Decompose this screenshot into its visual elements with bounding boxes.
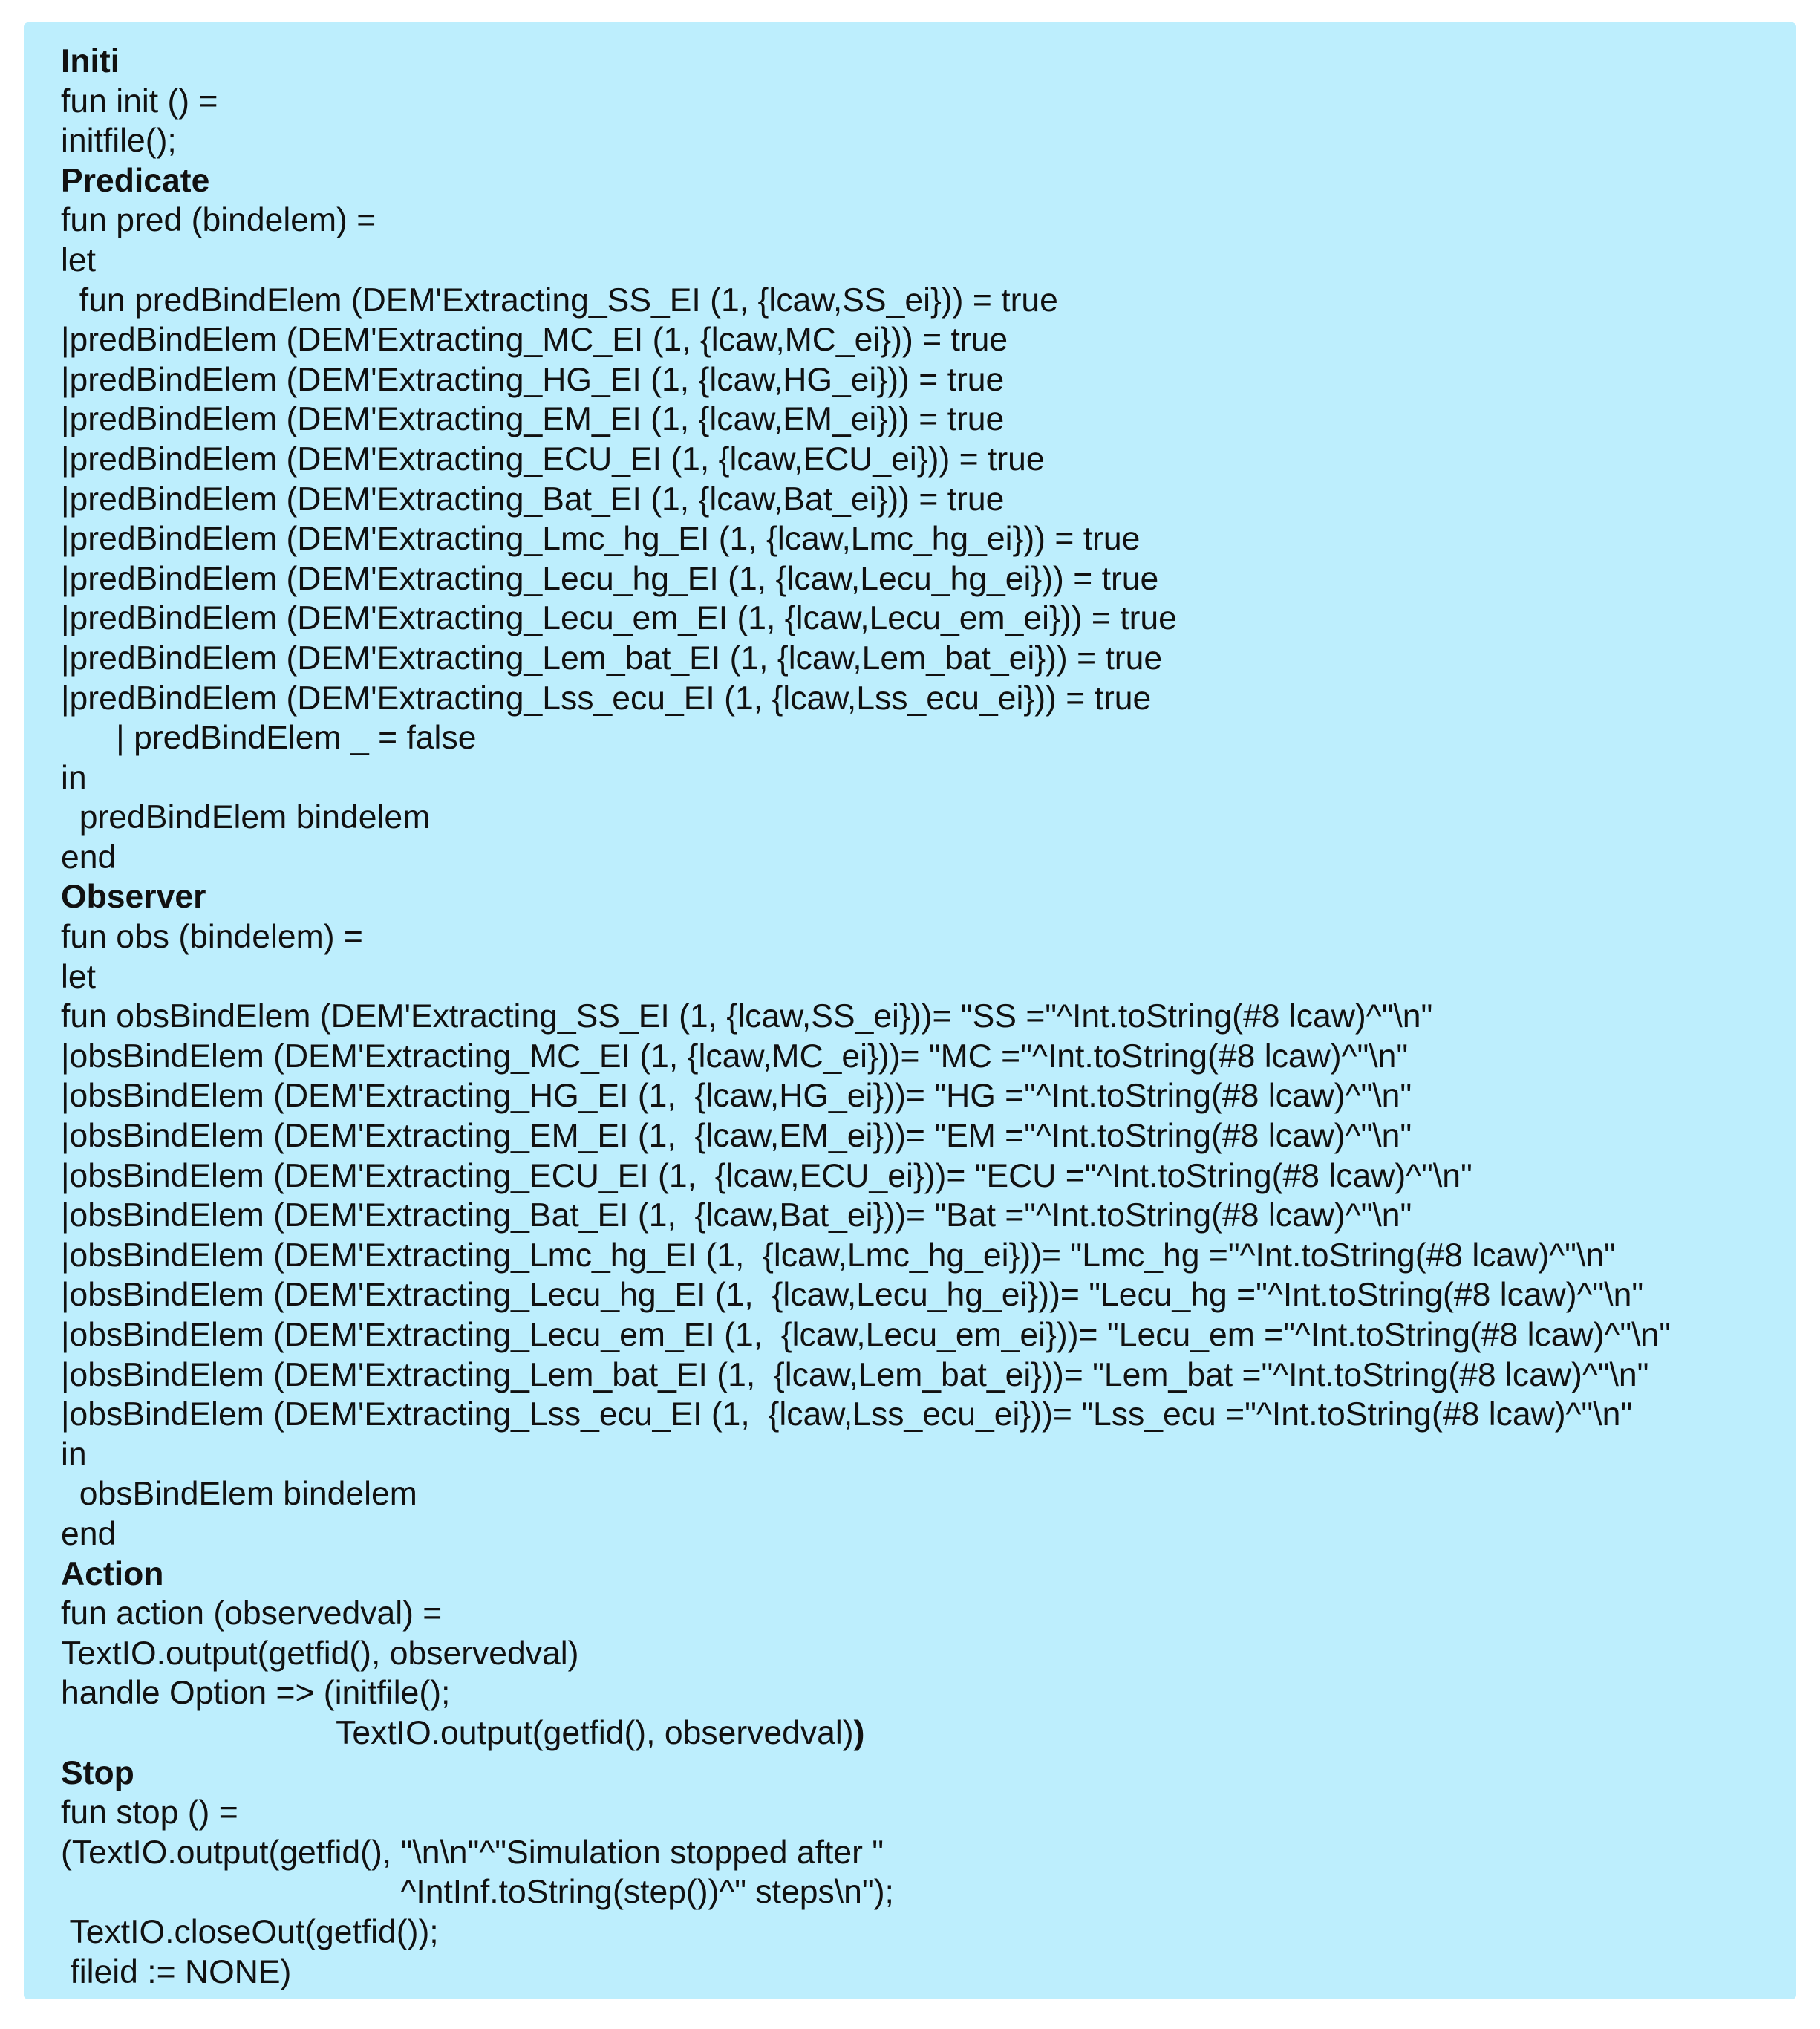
code-line: |obsBindElem (DEM'Extracting_Lem_bat_EI (1, {lcaw,Lem_bat_ei}))= "Lem_bat ="^Int.toString(#8 lcaw)^"\n" [61,1356,1649,1393]
code-text: TextIO.output(getfid(), observedval) [61,1714,854,1751]
code-line: | predBindElem _ = false [61,720,477,757]
code-panel [24,22,1796,1999]
code-line: TextIO.output(getfid(), observedval) [61,1635,579,1672]
code-line: fileid := NONE) [61,1953,292,1990]
code-line: |predBindElem (DEM'Extracting_Lmc_hg_EI (1, {lcaw,Lmc_hg_ei})) = true [61,521,1141,558]
code-line: predBindElem bindelem [61,799,431,836]
code-line: fun predBindElem (DEM'Extracting_SS_EI (1, {lcaw,SS_ei})) = true [61,281,1058,319]
code-line: fun init () = [61,82,218,120]
code-line: fun pred (bindelem) = [61,202,376,239]
code-line: in [61,1436,87,1473]
section-heading-action: Action [61,1555,164,1592]
code-line: |obsBindElem (DEM'Extracting_Lss_ecu_EI (1, {lcaw,Lss_ecu_ei}))= "Lss_ecu ="^Int.toString(#8 lcaw)^"\n" [61,1396,1633,1433]
code-line: fun stop () = [61,1794,238,1831]
code-line: handle Option => (initfile(); [61,1675,451,1712]
code-line: let [61,241,96,279]
code-line: |predBindElem (DEM'Extracting_HG_EI (1, {lcaw,HG_ei})) = true [61,361,1005,398]
code-line: |predBindElem (DEM'Extracting_Lecu_em_EI (1, {lcaw,Lecu_em_ei})) = true [61,600,1177,637]
code-line: |obsBindElem (DEM'Extracting_ECU_EI (1, {lcaw,ECU_ei}))= "ECU ="^Int.toString(#8 lcaw)^"\n" [61,1157,1472,1194]
section-heading-stop: Stop [61,1754,134,1791]
code-line: in [61,759,87,796]
code-line: TextIO.closeOut(getfid()); [61,1913,439,1950]
code-line: |obsBindElem (DEM'Extracting_Lecu_em_EI (1, {lcaw,Lecu_em_ei}))= "Lecu_em ="^Int.toString(#8 lcaw)^"\n" [61,1317,1671,1353]
section-heading-observer: Observer [61,879,206,916]
code-line-with-bold-paren [61,1713,1761,1753]
code-line: fun obsBindElem (DEM'Extracting_SS_EI (1, {lcaw,SS_ei}))= "SS ="^Int.toString(#8 lcaw)^"\n" [61,998,1433,1035]
code-line: fun obs (bindelem) = [61,919,363,956]
code-line: |predBindElem (DEM'Extracting_Lem_bat_EI (1, {lcaw,Lem_bat_ei})) = true [61,639,1163,677]
closing-paren: ) [853,1714,865,1751]
code-line: initfile(); [61,123,177,160]
code-line: |obsBindElem (DEM'Extracting_Lmc_hg_EI (1, {lcaw,Lmc_hg_ei}))= "Lmc_hg ="^Int.toString(#8 lcaw)^"\n" [61,1237,1616,1274]
code-line: |obsBindElem (DEM'Extracting_EM_EI (1, {lcaw,EM_ei}))= "EM ="^Int.toString(#8 lcaw)^"\n" [61,1118,1412,1155]
code-line: |predBindElem (DEM'Extracting_Lss_ecu_EI (1, {lcaw,Lss_ecu_ei})) = true [61,680,1152,717]
code-line: let [61,958,96,995]
code-line: |predBindElem (DEM'Extracting_Bat_EI (1, {lcaw,Bat_ei})) = true [61,481,1005,518]
code-line: |obsBindElem (DEM'Extracting_Bat_EI (1, {lcaw,Bat_ei}))= "Bat ="^Int.toString(#8 lcaw)^"\n" [61,1197,1412,1234]
code-line: |predBindElem (DEM'Extracting_ECU_EI (1, {lcaw,ECU_ei})) = true [61,440,1045,478]
section-heading-predicate: Predicate [61,162,210,199]
code-line: end [61,838,117,876]
code-line: |predBindElem (DEM'Extracting_MC_EI (1, {lcaw,MC_ei})) = true [61,322,1008,359]
code-line: obsBindElem bindelem [61,1476,417,1513]
code-line: |obsBindElem (DEM'Extracting_HG_EI (1, {lcaw,HG_ei}))= "HG ="^Int.toString(#8 lcaw)^"\n" [61,1078,1412,1115]
code-line: |predBindElem (DEM'Extracting_Lecu_hg_EI (1, {lcaw,Lecu_hg_ei})) = true [61,560,1159,597]
code-line: fun action (observedval) = [61,1595,443,1632]
code-line: |obsBindElem (DEM'Extracting_Lecu_hg_EI (1, {lcaw,Lecu_hg_ei}))= "Lecu_hg ="^Int.toString(#8 lcaw)^"\n" [61,1277,1644,1314]
code-line: (TextIO.output(getfid(), "\n\n"^"Simulation stopped after " [61,1834,884,1871]
section-heading-initi: Initi [61,43,120,79]
code-line: ^IntInf.toString(step())^" steps\n"); [61,1874,894,1911]
code-line: end [61,1515,117,1552]
code-line: |predBindElem (DEM'Extracting_EM_EI (1, {lcaw,EM_ei})) = true [61,401,1005,438]
code-line: |obsBindElem (DEM'Extracting_MC_EI (1, {lcaw,MC_ei}))= "MC ="^Int.toString(#8 lcaw)^"\n" [61,1038,1409,1075]
